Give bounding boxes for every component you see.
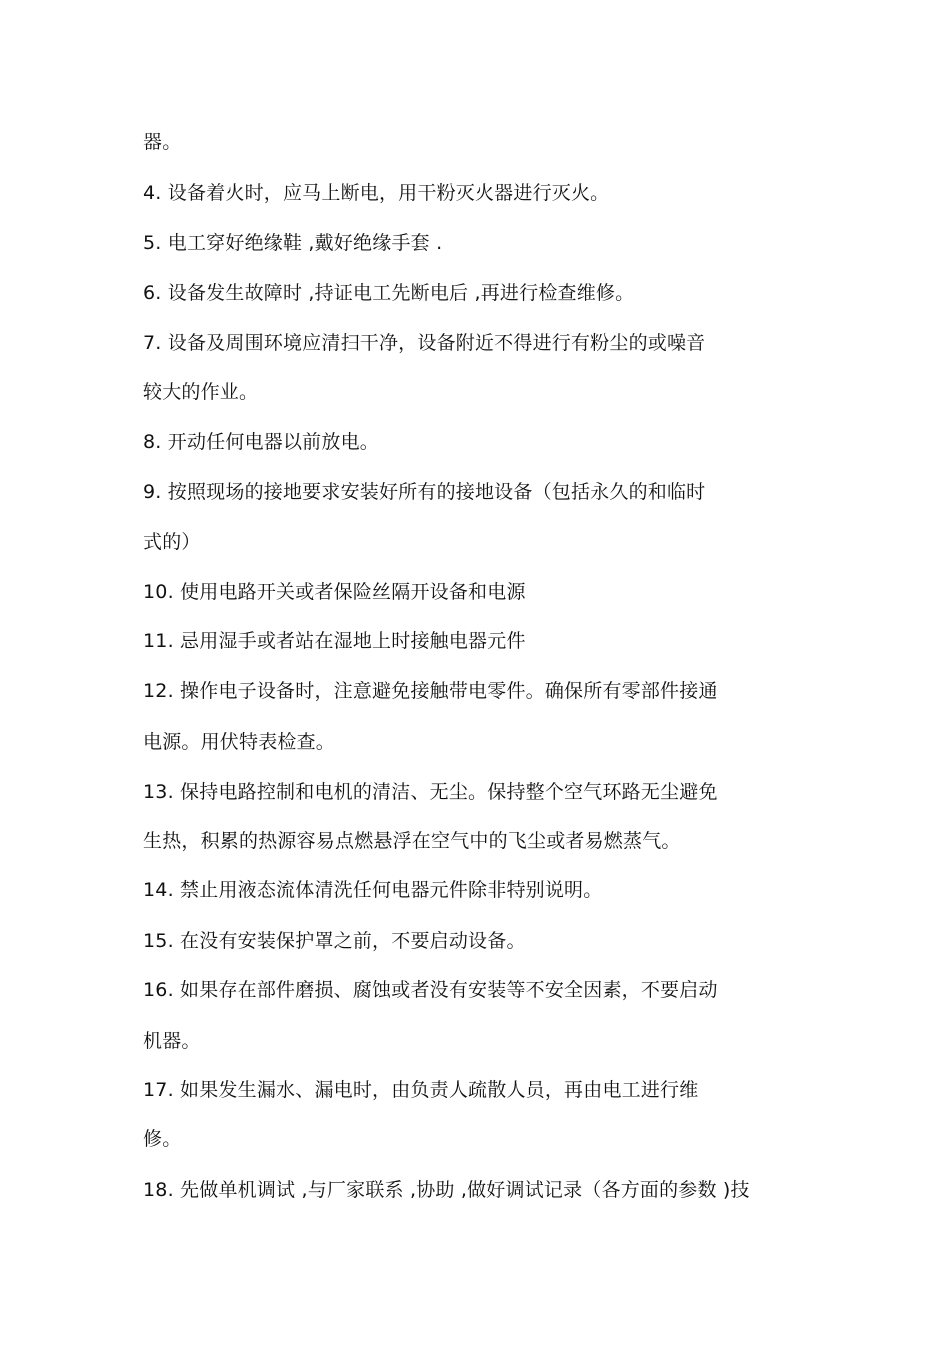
text-line: 14. 禁止用液态流体清洗任何电器元件除非特别说明。 — [143, 879, 603, 901]
text-line: 修。 — [143, 1128, 182, 1150]
text-line: 11. 忌用湿手或者站在湿地上时接触电器元件 — [143, 630, 526, 652]
text-line: 7. 设备及周围环境应清扫干净，设备附近不得进行有粉尘的或噪音 — [143, 332, 706, 354]
text-line: 6. 设备发生故障时 ,持证电工先断电后 ,再进行检查维修。 — [143, 282, 635, 304]
text-line: 9. 按照现场的接地要求安装好所有的接地设备（包括永久的和临时 — [143, 481, 706, 503]
text-line: 式的） — [143, 531, 201, 553]
text-line: 电源。用伏特表检查。 — [143, 731, 336, 753]
text-line: 18. 先做单机调试 ,与厂家联系 ,协助 ,做好调试记录（各方面的参数 )技 — [143, 1179, 750, 1201]
text-line: 4. 设备着火时，应马上断电，用干粉灭火器进行灭火。 — [143, 182, 610, 204]
text-line: 13. 保持电路控制和电机的清洁、无尘。保持整个空气环路无尘避免 — [143, 781, 718, 803]
text-line: 10. 使用电路开关或者保险丝隔开设备和电源 — [143, 581, 526, 603]
text-line: 12. 操作电子设备时，注意避免接触带电零件。确保所有零部件接通 — [143, 680, 718, 702]
text-line: 16. 如果存在部件磨损、腐蚀或者没有安装等不安全因素，不要启动 — [143, 979, 718, 1001]
text-line: 较大的作业。 — [143, 381, 259, 403]
text-line: 15. 在没有安装保护罩之前，不要启动设备。 — [143, 930, 526, 952]
text-line: 8. 开动任何电器以前放电。 — [143, 431, 379, 453]
text-line: 机器。 — [143, 1030, 201, 1052]
text-line: 生热，积累的热源容易点燃悬浮在空气中的飞尘或者易燃蒸气。 — [143, 830, 681, 852]
text-line: 器。 — [143, 131, 182, 153]
text-line: 17. 如果发生漏水、漏电时，由负责人疏散人员，再由电工进行维 — [143, 1079, 699, 1101]
text-line: 5. 电工穿好绝缘鞋 ,戴好绝缘手套 . — [143, 232, 443, 254]
